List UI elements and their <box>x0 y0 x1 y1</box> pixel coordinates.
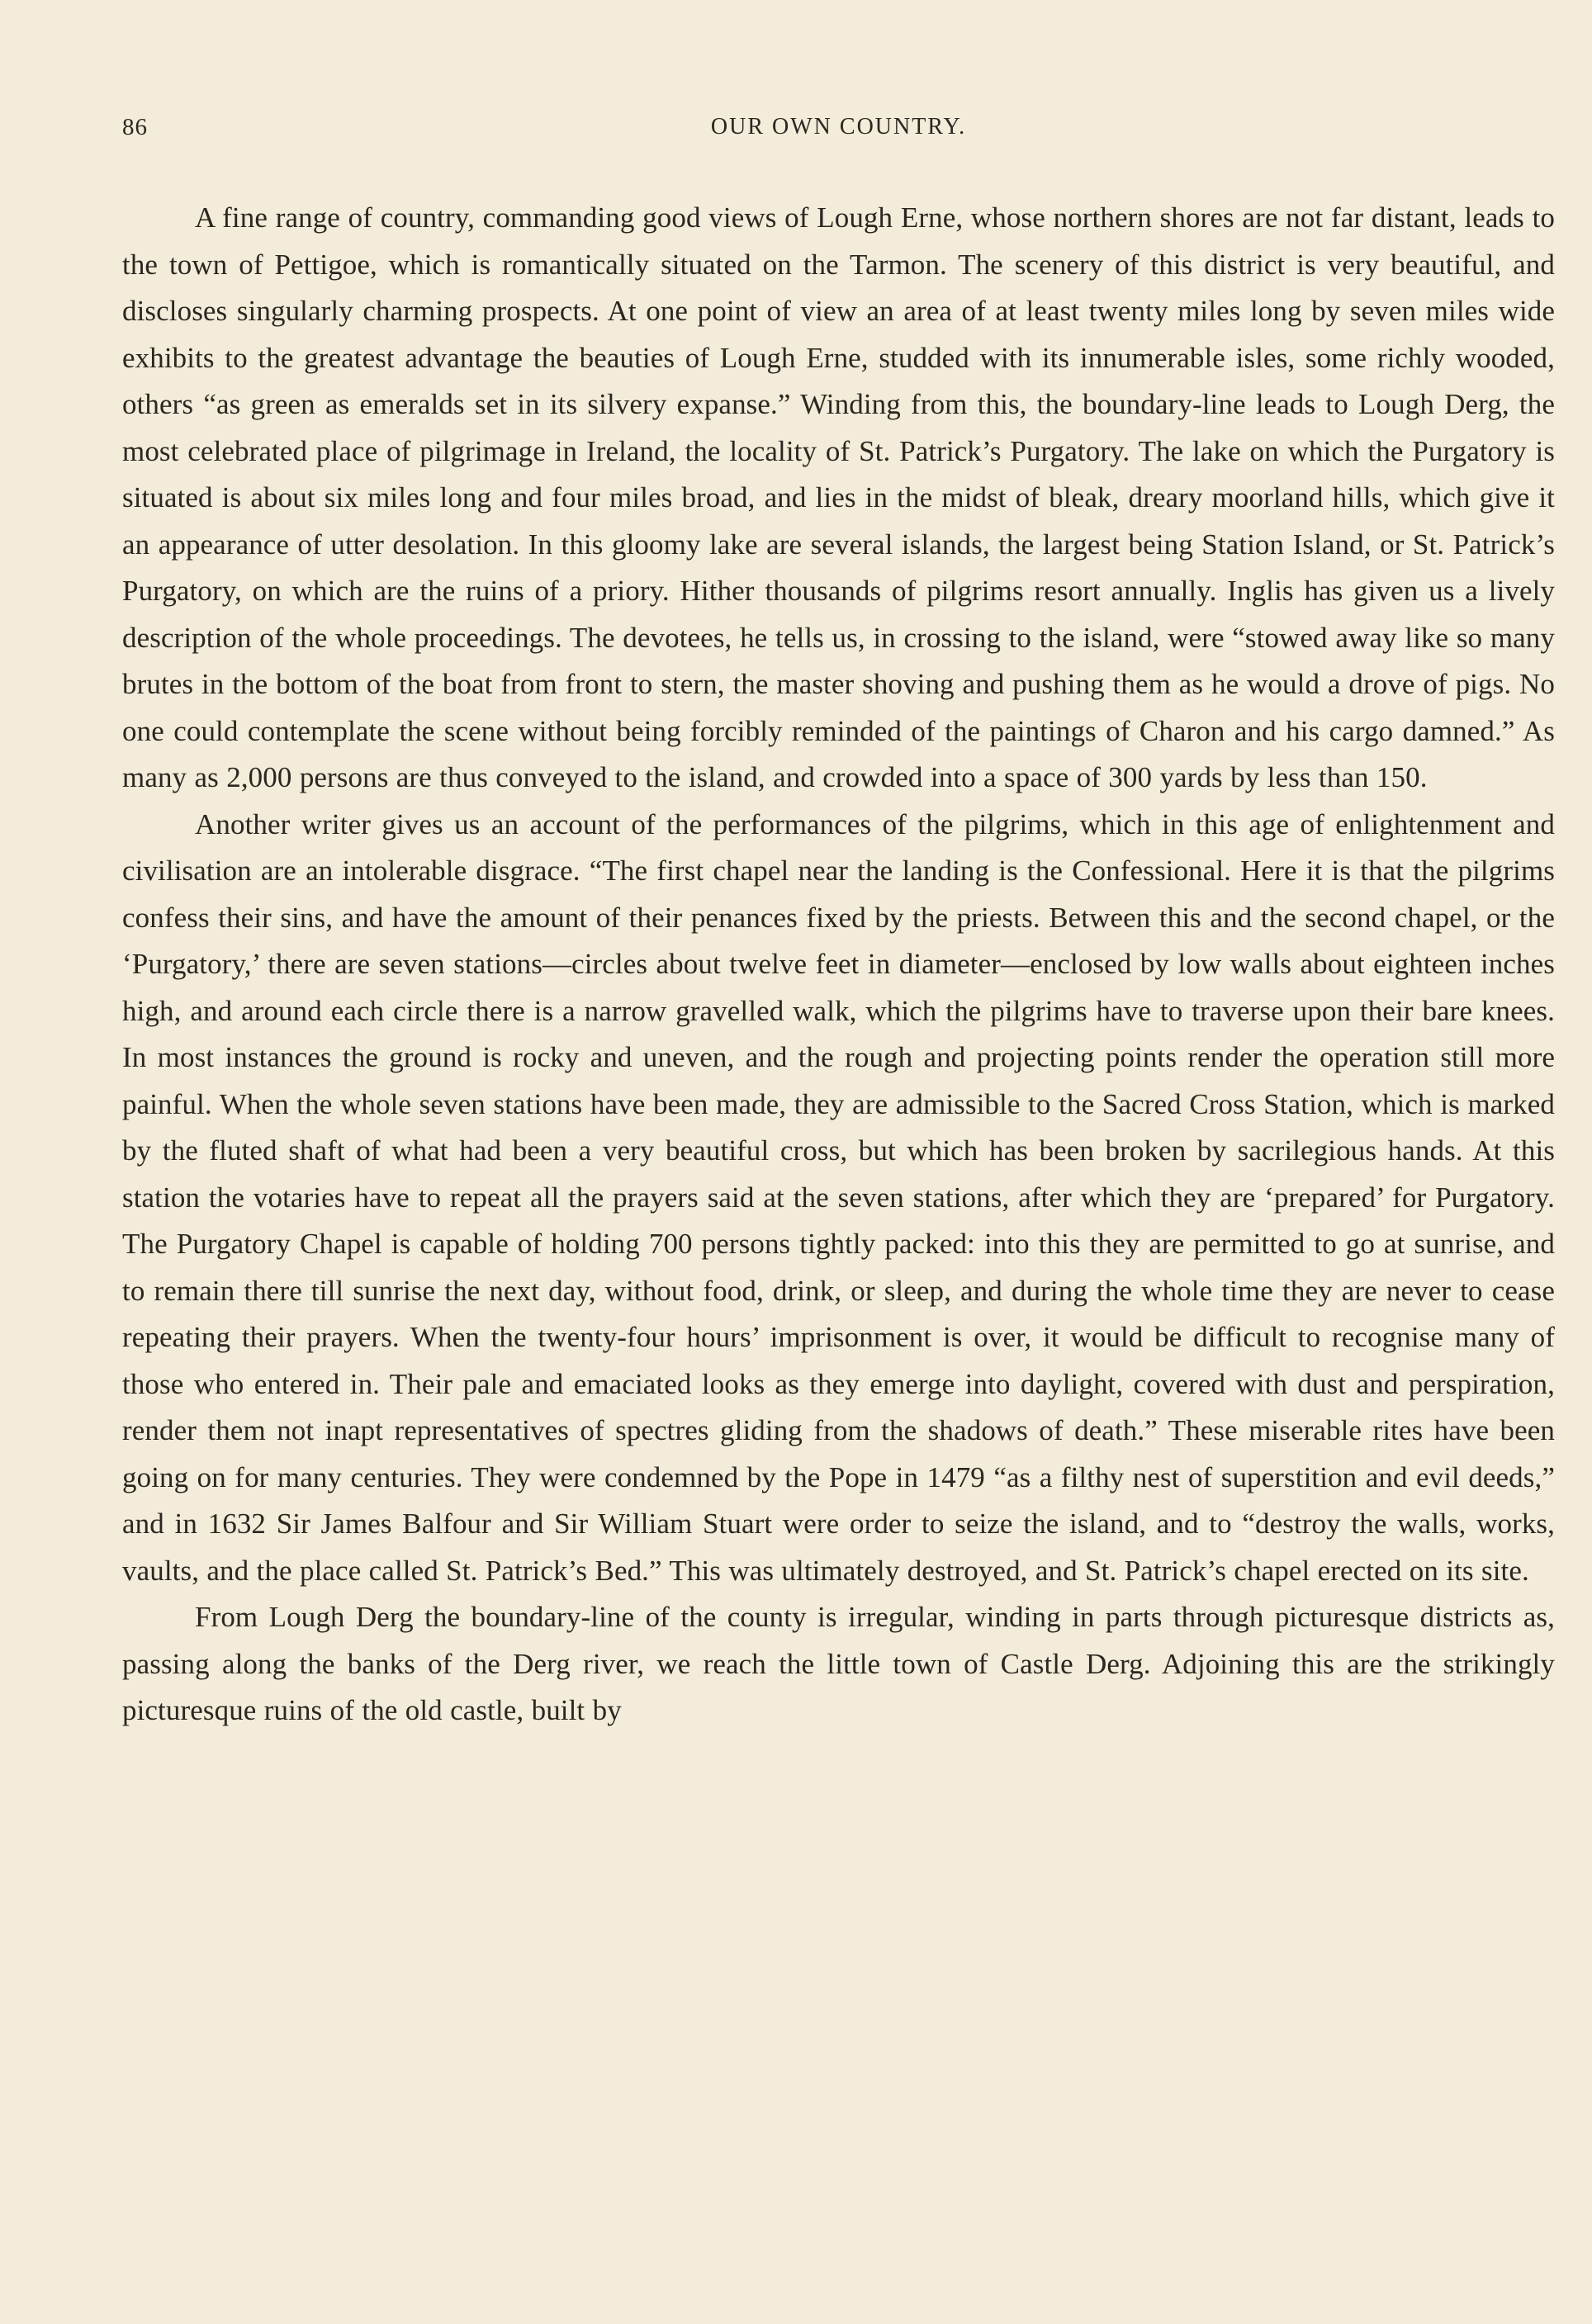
body-text <box>122 195 1555 1735</box>
paragraph-pilgrims: Another writer gives us an account of the performances of the pilgrims, which in this age of enlightenment and civilisation are an intolerable disgrace. “The first chapel near the landing is the Confessional. Here it is that the pilgrims confess their sins, and have the amount of their penances fixed by the priests. Between this and the second chapel, or the ‘Purgatory,’ there are seven stations—circles about twelve feet in diameter—enclosed by low walls about eighteen inches high, and around each circle there is a narrow gravelled walk, which the pilgrims have to traverse upon their bare knees. In most instances the ground is rocky and uneven, and the rough and projecting points render the operation still more painful. When the whole seven stations have been made, they are admissible to the Sacred Cross Station, which is marked by the fluted shaft of what had been a very beautiful cross, but which has been broken by sacrilegious hands. At this station the votaries have to repeat all the prayers said at the seven stations, after which they are ‘prepared’ for Purgatory. The Purgatory Chapel is capable of holding 700 persons tightly packed: into this they are permitted to go at sunrise, and to remain there till sunrise the next day, without food, drink, or sleep, and during the whole time they are never to cease repeating their prayers. When the twenty-four hours’ imprisonment is over, it would be difficult to recognise many of those who entered in. Their pale and emaciated looks as they emerge into daylight, covered with dust and perspiration, render them not inapt representatives of spectres gliding from the shadows of death.” These miserable rites have been going on for many centuries. They were condemned by the Pope in 1479 “as a filthy nest of superstition and evil deeds,” and in 1632 Sir James Balfour and Sir William Stuart were order to seize the island, and to “destroy the walls, works, vaults, and the place called St. Patrick’s Bed.” This was ultimately destroyed, and St. Patrick’s chapel erected on its site. <box>122 807 1555 1587</box>
paragraph-castle-derg: From Lough Derg the boundary-line of the county is irregular, winding in parts through picturesque districts as, passing along the banks of the Derg river, we reach the little town of Castle Derg. Adjoining this are the strikingly picturesque ruins of the old castle, built by <box>122 1601 1555 1726</box>
running-head <box>122 114 1555 147</box>
paragraph-lough-erne: A fine range of country, commanding good views of Lough Erne, whose northern shores are not far distant, leads to the town of Pettigoe, which is romantically situated on the Tarmon. The scenery of this district is very beautiful, and discloses singularly charming prospects. At one point of view an area of at least twenty miles long by seven miles wide exhibits to the greatest advantage the beauties of Lough Erne, studded with its innumerable isles, some richly wooded, others “as green as emeralds set in its silvery expanse.” Winding from this, the boundary-line leads to Lough Derg, the most celebrated place of pilgrimage in Ireland, the locality of St. Patrick’s Purgatory. The lake on which the Purgatory is situated is about six miles long and four miles broad, and lies in the midst of bleak, dreary moorland hills, which give it an appearance of utter desolation. In this gloomy lake are several islands, the largest being Station Island, or St. Patrick’s Purgatory, on which are the ruins of a priory. Hither thousands of pilgrims resort annually. Inglis has given us a lively description of the whole proceedings. The devotees, he tells us, in crossing to the island, were “stowed away like so many brutes in the bottom of the boat from front to stern, the master shoving and pushing them as he would a drove of pigs. No one could contemplate the scene without being forcibly reminded of the paintings of Charon and his cargo damned.” As many as 2,000 persons are thus conveyed to the island, and crowded into a space of 300 yards by less than 150. <box>122 201 1555 793</box>
running-title: OUR OWN COUNTRY. <box>710 114 967 140</box>
page-number: 86 <box>122 114 148 140</box>
